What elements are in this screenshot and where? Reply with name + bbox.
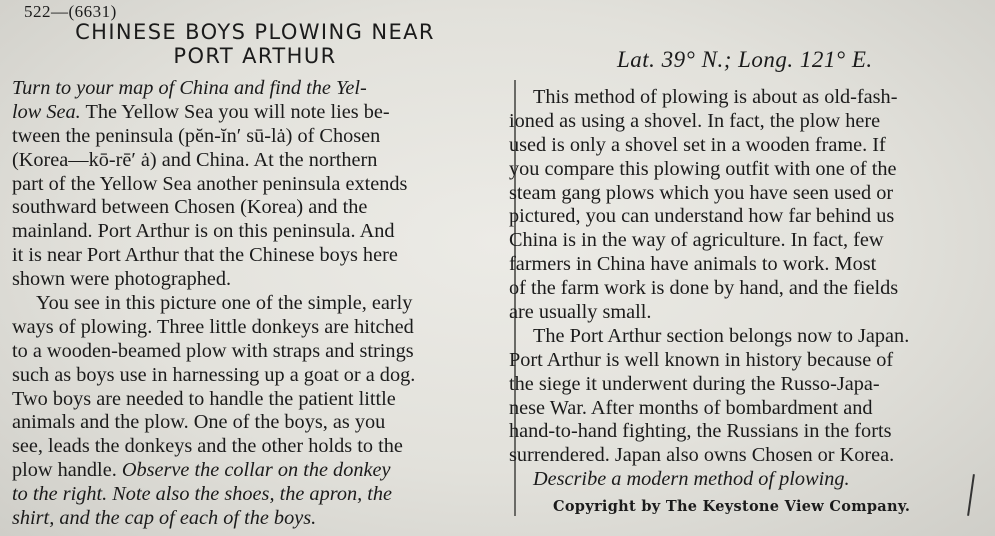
text-line (12, 149, 415, 173)
italic-text: Observe the collar on the donkey (121, 459, 391, 482)
text-line (12, 77, 415, 101)
text-line (509, 468, 909, 492)
text-line (12, 244, 415, 268)
text-line (509, 229, 909, 253)
text-line (509, 397, 909, 421)
italic-text: Turn to your map of China and find the Yel- (12, 77, 367, 99)
text-line (12, 340, 415, 364)
text-line (12, 173, 415, 197)
text-segment: the siege it underwent during the Russo-Japa- (509, 372, 880, 395)
text-segment: southward between Chosen (Korea) and the (12, 196, 368, 219)
text-line (12, 220, 415, 244)
text-line (12, 364, 415, 388)
text-line (509, 373, 909, 397)
text-segment: it is near Port Arthur that the Chinese boys here (12, 244, 398, 267)
text-line (509, 110, 909, 134)
text-line (509, 444, 909, 468)
text-segment: Port Arthur is well known in history because of (509, 348, 894, 371)
text-line (509, 349, 909, 373)
right-column-text (509, 86, 909, 492)
text-segment: steam gang plows which you have seen used or (509, 181, 894, 204)
card-number: 522—(6631) (24, 2, 117, 21)
text-segment: animals and the plow. One of the boys, as you (12, 411, 386, 434)
text-line (12, 388, 415, 412)
text-segment: (Korea—kō-rē′ ȧ) and China. At the northern (12, 148, 378, 171)
text-line (12, 101, 415, 125)
text-segment: nese War. After months of bombardment and (509, 396, 873, 419)
text-segment: The Yellow Sea you will note lies be- (80, 100, 390, 123)
text-line (12, 316, 415, 340)
text-line (509, 301, 909, 325)
text-segment: The Port Arthur section belongs now to Japan. (533, 324, 910, 347)
text-line (12, 459, 415, 483)
text-segment: are usually small. (509, 301, 652, 324)
coordinates: Lat. 39° N.; Long. 121° E. (617, 47, 873, 72)
text-segment: shown were photographed. (12, 268, 232, 291)
text-line (509, 182, 909, 206)
text-line (12, 435, 415, 459)
text-segment: see, leads the donkeys and the other holds to the (12, 435, 403, 458)
text-segment: ways of plowing. Three little donkeys are hitched (12, 315, 414, 338)
text-line (12, 196, 415, 220)
text-segment: such as boys use in harnessing up a goat or a dog. (12, 363, 416, 386)
text-segment: you compare this plowing outfit with one of the (509, 157, 897, 180)
text-segment: pictured, you can understand how far behind us (509, 205, 895, 228)
copyright-notice: Copyright by The Keystone View Company. (553, 498, 911, 515)
text-segment: This method of plowing is about as old-fash- (533, 86, 898, 108)
text-segment: surrendered. Japan also owns Chosen or Korea. (509, 444, 895, 467)
text-segment: You see in this picture one of the simple, early (36, 292, 413, 315)
text-line (12, 483, 415, 507)
text-line (509, 86, 909, 110)
text-segment: used is only a shovel set in a wooden frame. If (509, 133, 886, 156)
text-segment: ioned as using a shovel. In fact, the plow here (509, 109, 881, 132)
text-segment: mainland. Port Arthur is on this peninsula. And (12, 220, 395, 243)
italic-text: low Sea. (12, 100, 81, 123)
text-line (509, 420, 909, 444)
text-line (12, 507, 415, 531)
text-segment: China is in the way of agriculture. In fact, few (509, 229, 884, 252)
text-line (12, 411, 415, 435)
italic-text: Describe a modern method of plowing. (533, 468, 850, 491)
italic-text: to the right. Note also the shoes, the apron, the (12, 483, 393, 506)
pen-mark (967, 474, 975, 516)
text-line (12, 125, 415, 149)
text-line (509, 205, 909, 229)
left-column-text (12, 77, 415, 531)
text-segment: plow handle. (12, 459, 122, 482)
text-segment: to a wooden-beamed plow with straps and strings (12, 339, 414, 362)
text-line (509, 158, 909, 182)
text-segment: tween the peninsula (pĕn-ĭn′ sū-lȧ) of Chosen (12, 124, 381, 147)
title-line-1: CHINESE BOYS PLOWING NEAR (75, 20, 435, 44)
text-line (509, 134, 909, 158)
text-segment: farmers in China have animals to work. Most (509, 253, 877, 276)
text-line (509, 253, 909, 277)
text-line (12, 292, 415, 316)
text-segment: of the farm work is done by hand, and the fields (509, 277, 899, 300)
text-line (12, 268, 415, 292)
text-line (509, 325, 909, 349)
text-line (509, 277, 909, 301)
title-line-2: PORT ARTHUR (173, 44, 337, 68)
italic-text: shirt, and the cap of each of the boys. (12, 507, 317, 530)
text-segment: Two boys are needed to handle the patient little (12, 387, 396, 410)
text-segment: hand-to-hand fighting, the Russians in the forts (509, 420, 892, 443)
text-segment: part of the Yellow Sea another peninsula extends (12, 172, 408, 195)
